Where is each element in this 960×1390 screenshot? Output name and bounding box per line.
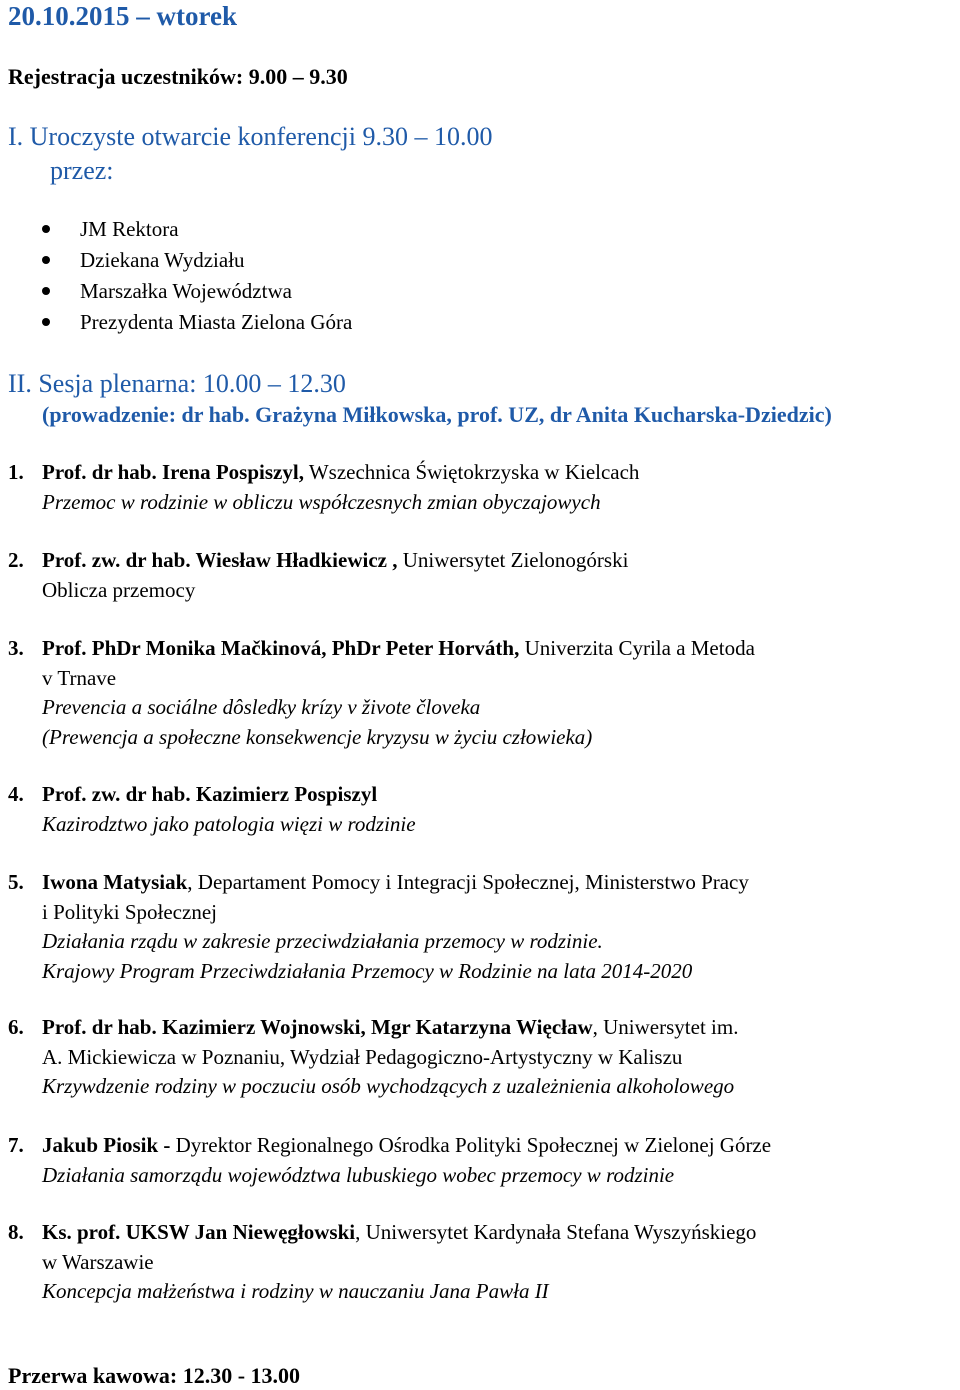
talk-affiliation-cont: A. Mickiewicza w Poznaniu, Wydział Pedagogiczno-Artystyczny w Kaliszu [42,1044,683,1069]
list-item: Marszałka Województwa [40,276,352,307]
bullet-icon [42,225,50,233]
section1-list [40,214,352,338]
talk-title: Oblicza przemocy [42,577,196,602]
talk-affiliation: Dyrektor Regionalnego Ośrodka Polityki Społecznej w Zielonej Górze [170,1133,772,1157]
bullet-icon [42,318,50,326]
talk-affiliation: Wszechnica Świętokrzyska w Kielcach [303,460,640,484]
talk-speaker: Prof. zw. dr hab. Wiesław Hładkiewicz , [42,548,398,572]
talk-6: 6. Prof. dr hab. Kazimierz Wojnowski, Mgr Katarzyna Więcław, Uniwersytet im. A. Mickiewicza w Poznaniu, Wydział Pedagogiczno-Artystyczny w Kaliszu Krzywdzenie rodziny w poczuciu osób wychodzących z uzależnienia alkoholowego [8,1013,738,1102]
talk-affiliation: Uniwersytet Zielonogórski [397,548,629,572]
section1-by: przez: [50,156,114,185]
talk-affiliation-cont: w Warszawie [42,1249,154,1274]
talk-title-translation: (Prewencja a społeczne konsekwencje kryzysu w życiu człowieka) [42,724,593,749]
talk-affiliation-cont: i Polityki Społecznej [42,899,217,924]
talk-title: Działania rządu w zakresie przeciwdziałania przemocy w rodzinie. [42,929,603,953]
talk-title: Działania samorządu województwa lubuskiego wobec przemocy w rodzinie [42,1162,675,1187]
talk-speaker: Prof. dr hab. Kazimierz Wojnowski, Mgr Katarzyna Więcław [42,1015,593,1039]
talk-7: 7. Jakub Piosik - Dyrektor Regionalnego Ośrodka Polityki Społecznej w Zielonej Górze Działania samorządu województwa lubuskiego wobec przemocy w rodzinie [8,1131,771,1190]
date-heading: 20.10.2015 – wtorek [8,1,237,31]
talk-2: 2. Prof. zw. dr hab. Wiesław Hładkiewicz , Uniwersytet Zielonogórski Oblicza przemocy [8,546,628,605]
talk-title: Koncepcja małżeństwa i rodziny w nauczaniu Jana Pawła II [42,1279,549,1303]
talk-speaker: Prof. dr hab. Irena Pospiszyl, [42,460,304,484]
coffee-break: Przerwa kawowa: 12.30 - 13.00 [8,1363,301,1388]
talk-4: 4. Prof. zw. dr hab. Kazimierz Pospiszyl Kazirodztwo jako patologia więzi w rodzinie [8,780,416,839]
talk-1: 1. Prof. dr hab. Irena Pospiszyl, Wszechnica Świętokrzyska w Kielcach Przemoc w rodzinie w obliczu współczesnych zmian obyczajowych [8,458,639,517]
talk-5: 5. Iwona Matysiak, Departament Pomocy i Integracji Społecznej, Ministerstwo Pracy i Polityki Społecznej Działania rządu w zakresie przeciwdziałania przemocy w rodzinie. Krajowy Program Przeciwdziałania Przemocy w Rodzinie na lata 2014-2020 [8,868,749,986]
list-item: Dziekana Wydziału [40,245,352,276]
talk-speaker: Prof. zw. dr hab. Kazimierz Pospiszyl [42,782,378,806]
talk-speaker: Ks. prof. UKSW Jan Niewęgłowski [42,1220,356,1244]
list-item: JM Rektora [40,214,352,245]
talk-speaker: Jakub Piosik - [42,1133,171,1157]
talk-speaker: Iwona Matysiak [42,870,188,894]
talk-8: 8. Ks. prof. UKSW Jan Niewęgłowski, Uniwersytet Kardynała Stefana Wyszyńskiego w Warszawie Koncepcja małżeństwa i rodziny w nauczaniu Jana Pawła II [8,1218,756,1307]
talk-title: Prevencia a sociálne dôsledky krízy v živote človeka [42,695,481,719]
talk-3: 3. Prof. PhDr Monika Mačkinová, PhDr Peter Horváth, Univerzita Cyrila a Metoda v Trnave Prevencia a sociálne dôsledky krízy v živote človeka (Prewencja a społeczne konsekwencje kryzysu w życiu człowieka) [8,634,755,752]
bullet-icon [42,287,50,295]
bullet-icon [42,256,50,264]
section2-chairs: (prowadzenie: dr hab. Grażyna Miłkowska, prof. UZ, dr Anita Kucharska-Dziedzic) [42,402,832,427]
talk-affiliation: Univerzita Cyrila a Metoda [519,636,755,660]
talk-title: Kazirodztwo jako patologia więzi w rodzinie [42,811,416,836]
talk-affiliation: , Uniwersytet im. [592,1015,739,1039]
talk-speaker: Prof. PhDr Monika Mačkinová, PhDr Peter Horváth, [42,636,520,660]
section1-title: I. Uroczyste otwarcie konferencji 9.30 – 10.00 [8,122,493,151]
section2-title: II. Sesja plenarna: 10.00 – 12.30 [8,369,346,398]
talk-affiliation-cont: v Trnave [42,665,117,690]
talk-title-cont: Krajowy Program Przeciwdziałania Przemocy w Rodzinie na lata 2014-2020 [42,958,693,983]
talk-title: Krzywdzenie rodziny w poczuciu osób wychodzących z uzależnienia alkoholowego [42,1074,735,1098]
talk-affiliation: , Uniwersytet Kardynała Stefana Wyszyńskiego [355,1220,757,1244]
list-item: Prezydenta Miasta Zielona Góra [40,307,352,338]
registration-line: Rejestracja uczestników: 9.00 – 9.30 [8,64,348,89]
talk-title: Przemoc w rodzinie w obliczu współczesnych zmian obyczajowych [42,489,601,514]
talk-affiliation: , Departament Pomocy i Integracji Społecznej, Ministerstwo Pracy [187,870,749,894]
